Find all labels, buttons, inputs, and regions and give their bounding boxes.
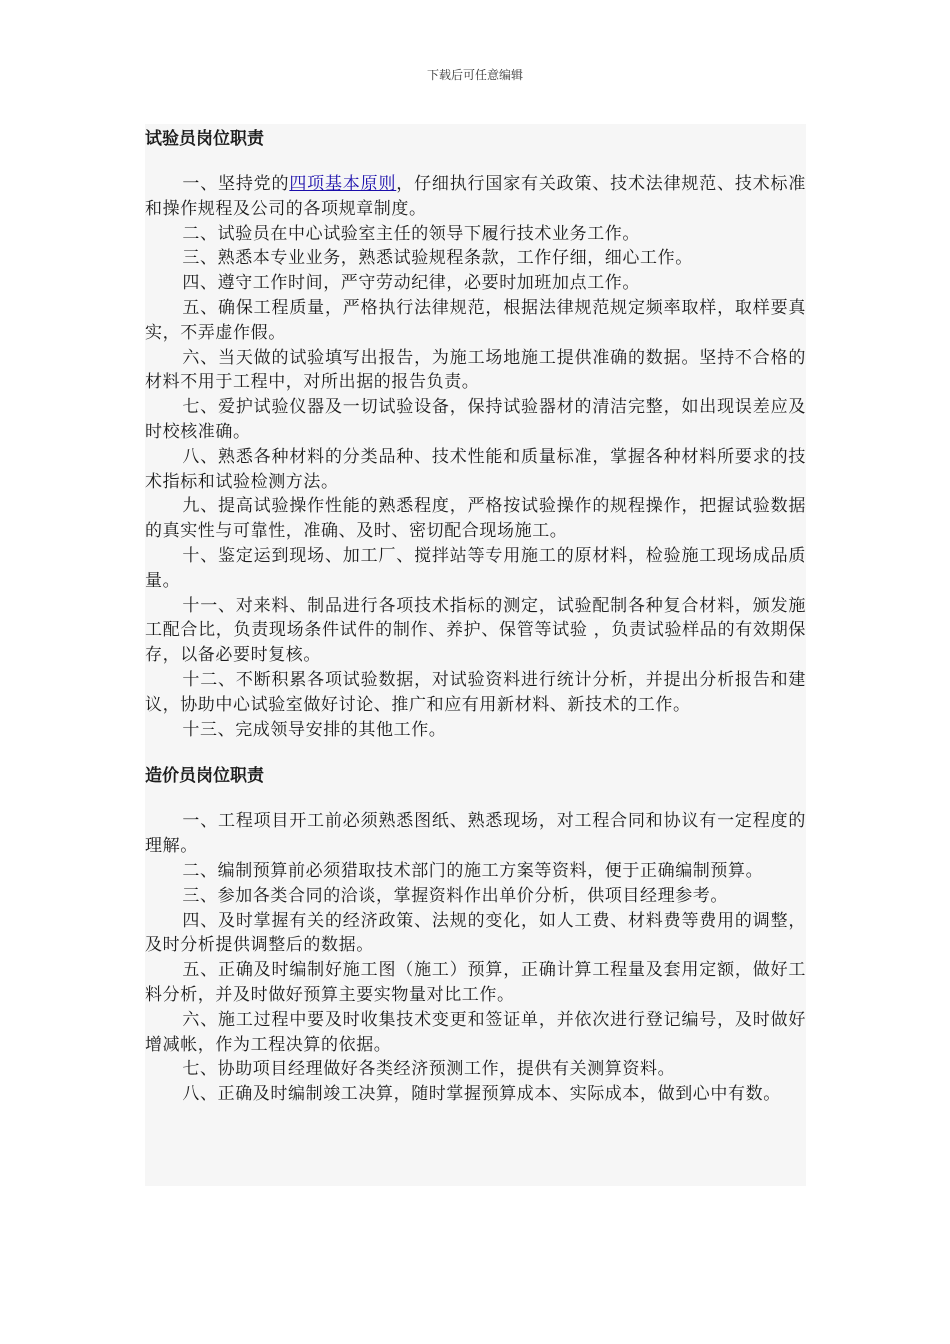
list-item: 十三、完成领导安排的其他工作。 bbox=[182, 719, 447, 740]
list-item: 十、鉴定运到现场、加工厂、搅拌站等专用施工的原材料，检验施工现场成品质量。 bbox=[145, 545, 806, 591]
list-item: 七、协助项目经理做好各类经济预测工作，提供有关测算资料。 bbox=[182, 1059, 676, 1080]
list-item: 九、提高试验操作性能的熟悉程度，严格按试验操作的规程操作，把握试验数据的真实性与可靠性，准确、及时、密切配合现场施工。 bbox=[145, 496, 806, 542]
list-item: 五、正确及时编制好施工图（施工）预算，正确计算工程量及套用定额，做好工料分析，并及时做好预算主要实物量对比工作。 bbox=[145, 960, 806, 1005]
list-item: 四、及时掌握有关的经济政策、法规的变化，如人工费、材料费等费用的调整，及时分析提供调整后的数据。 bbox=[145, 910, 806, 956]
four-principles-link[interactable]: 四项基本原则 bbox=[289, 174, 397, 194]
item-text: ，仔细执行国家有关政策、技术法律规范、技术标准和操作规程及公司的各项规章制度。 bbox=[145, 174, 806, 219]
list-item: 六、当天做的试验填写出报告，为施工场地施工提供准确的数据。坚持不合格的材料不用于工程中，对所出据的报告负责。 bbox=[145, 347, 806, 393]
list-item: 十二、不断积累各项试验数据，对试验资料进行统计分析，并提出分析报告和建议，协助中心试验室做好讨论、推广和应有用新材料、新技术的工作。 bbox=[145, 669, 806, 715]
list-item: 三、参加各类合同的洽谈，掌握资料作出单价分析，供项目经理参考。 bbox=[182, 885, 728, 906]
section-title-cost-estimator: 造价员岗位职责 bbox=[145, 766, 264, 787]
list-item: 二、编制预算前必须猎取技术部门的施工方案等资料，便于正确编制预算。 bbox=[182, 860, 764, 881]
list-item: 七、爱护试验仪器及一切试验设备，保持试验器材的清洁完整，如出现误差应及时校核准确。 bbox=[145, 397, 806, 442]
list-item: 八、正确及时编制竣工决算，随时掌握预算成本、实际成本，做到心中有数。 bbox=[182, 1084, 781, 1105]
list-item: 八、熟悉各种材料的分类品种、技术性能和质量标准，掌握各种材料所要求的技术指标和试验检测方法。 bbox=[145, 446, 806, 492]
section-title-tester: 试验员岗位职责 bbox=[145, 129, 264, 149]
list-item: 二、试验员在中心试验室主任的领导下履行技术业务工作。 bbox=[182, 223, 640, 244]
list-item bbox=[145, 172, 806, 222]
item-text: 一、坚持党的 bbox=[182, 174, 290, 194]
document-content bbox=[145, 124, 806, 1186]
list-item: 十一、对来料、制品进行各项技术指标的测定，试验配制各种复合材料，颁发施工配合比，负责现场条件试件的制作、养护、保管等试验 ，负责试验样品的有效期保存，以备必要时复核。 bbox=[145, 595, 806, 666]
list-item: 一、工程项目开工前必须熟悉图纸、熟悉现场，对工程合同和协议有一定程度的理解。 bbox=[145, 811, 806, 857]
list-item: 三、熟悉本专业业务，熟悉试验规程条款，工作仔细，细心工作。 bbox=[182, 248, 693, 269]
page-header-note: 下载后可任意编辑 bbox=[426, 68, 523, 82]
list-item: 四、遵守工作时间，严守劳动纪律，必要时加班加点工作。 bbox=[182, 273, 640, 294]
list-item: 五、确保工程质量，严格执行法律规范，根据法律规范规定频率取样，取样要真实，不弄虚作假。 bbox=[145, 297, 806, 343]
cost-estimator-duties-list bbox=[145, 809, 806, 1107]
tester-duties-list bbox=[145, 172, 806, 742]
list-item: 六、施工过程中要及时收集技术变更和签证单，并依次进行登记编号，及时做好增减帐，作为工程决算的依据。 bbox=[145, 1009, 806, 1055]
